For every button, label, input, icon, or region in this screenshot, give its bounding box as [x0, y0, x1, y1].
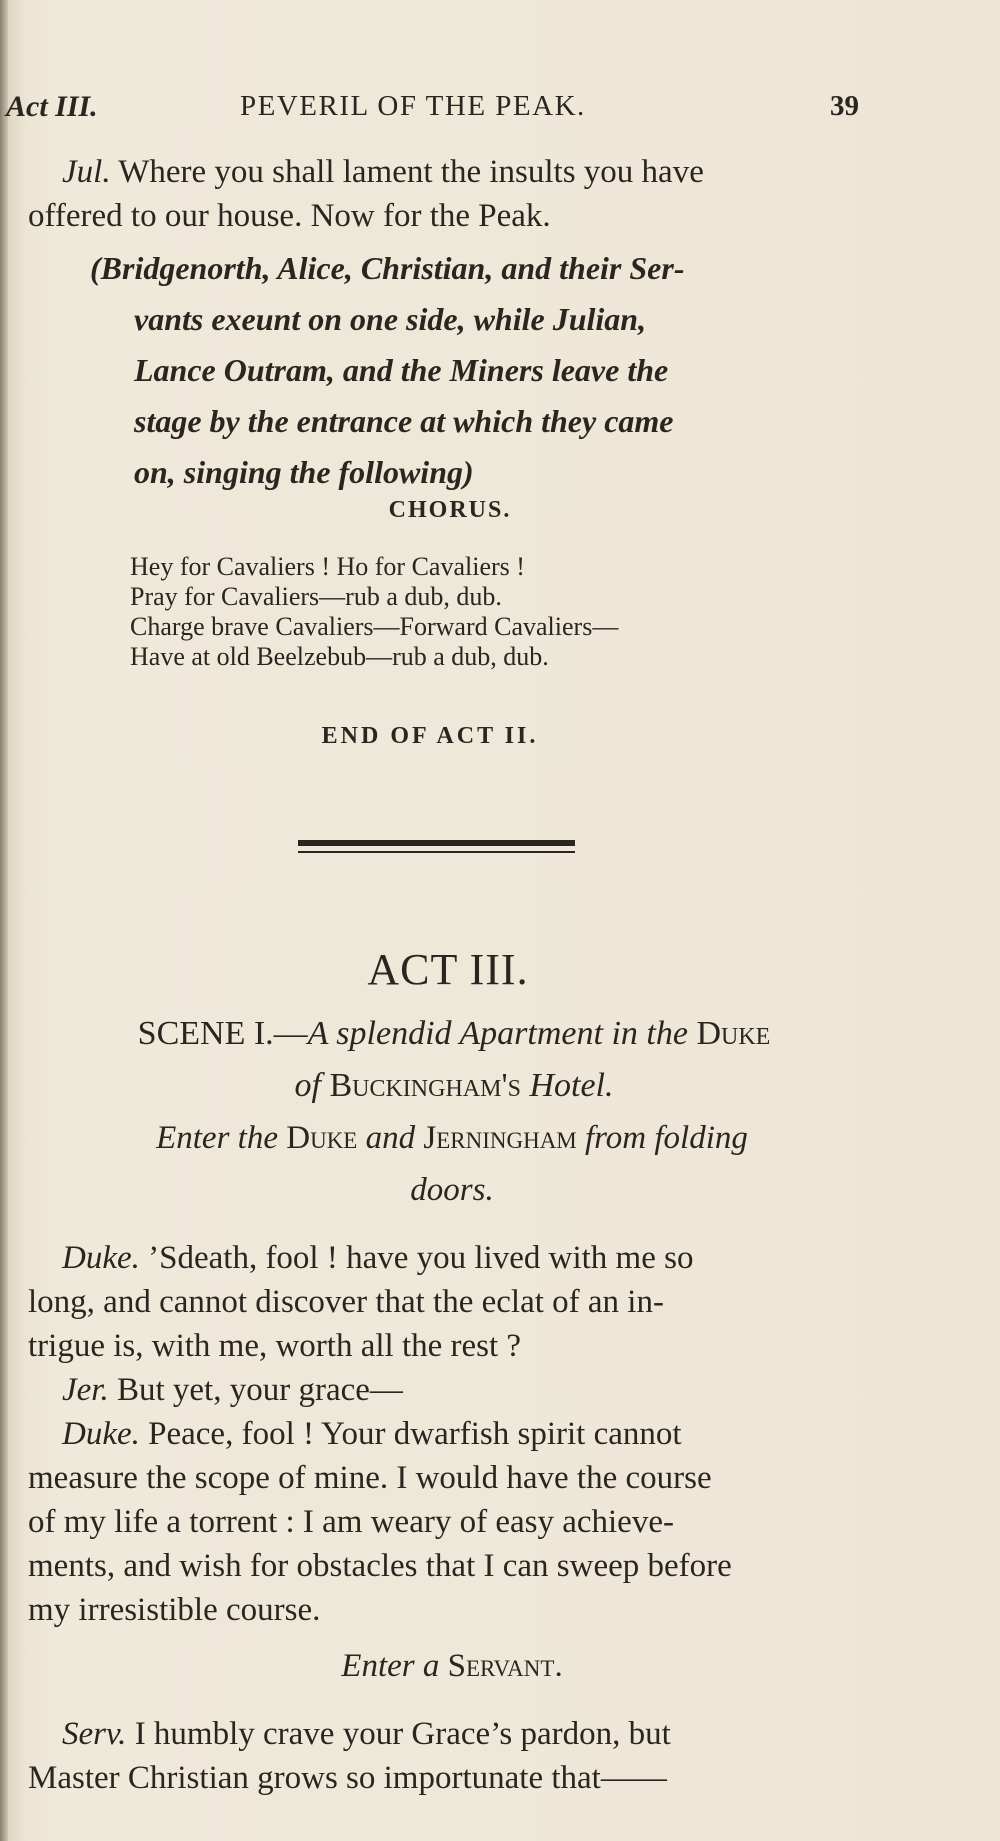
scene-number: SCENE I.— — [137, 1015, 308, 1052]
header-running-title: PEVERIL OF THE PEAK. — [240, 90, 586, 122]
scene-duke: Duke — [696, 1015, 771, 1052]
speaker-name: Jer. — [62, 1372, 109, 1408]
scene-hotel: Hotel. — [529, 1067, 614, 1104]
speech-line — [28, 1368, 888, 1412]
stage-direction-line: (Bridgenorth, Alice, Christian, and their Ser- — [90, 250, 685, 286]
speech-line: Master Christian grows so importunate that—— — [28, 1760, 667, 1796]
speech-line: my irresistible course. — [28, 1592, 321, 1628]
chorus-verse — [130, 552, 830, 672]
scene-description: A splendid Apartment in the — [307, 1015, 688, 1052]
scene-heading — [14, 1008, 894, 1112]
entrance-enter: Enter the — [156, 1120, 278, 1156]
speech-line: measure the scope of mine. I would have the course — [28, 1460, 712, 1496]
running-header — [0, 90, 1000, 140]
scene-heading-line — [14, 1008, 894, 1060]
section-rule-thick — [298, 840, 575, 846]
verse-line: Have at old Beelzebub—rub a dub, dub. — [130, 642, 549, 671]
speech-line — [28, 1412, 888, 1456]
speech-jerningham — [28, 1368, 888, 1412]
scene-buckingham: Buckingham's — [329, 1067, 521, 1104]
entrance-servant: Servant. — [447, 1648, 563, 1684]
speech-text: Peace, fool ! Your dwarfish spirit cannot — [148, 1416, 682, 1452]
speech-line: of my life a torrent : I am weary of easy achieve- — [28, 1504, 674, 1540]
stage-direction-line: vants exeunt on one side, while Julian, — [134, 301, 647, 337]
entrance-direction — [22, 1112, 882, 1216]
scene-heading-line — [14, 1060, 894, 1112]
speech-line: trigue is, with me, worth all the rest ? — [28, 1328, 522, 1364]
speech-line — [28, 1712, 888, 1756]
speech-text: ’Sdeath, fool ! have you lived with me so — [148, 1240, 694, 1276]
entrance-jerningham: Jerningham — [423, 1120, 577, 1156]
entrance-line: doors. — [410, 1172, 494, 1208]
verse-line: Charge brave Cavaliers—Forward Cavaliers— — [130, 612, 619, 641]
speech-text: But yet, your grace— — [116, 1372, 403, 1408]
verse-line: Pray for Cavaliers—rub a dub, dub. — [130, 582, 502, 611]
entrance-enter: Enter a — [341, 1648, 440, 1684]
stage-direction-line: stage by the entrance at which they came — [134, 403, 674, 439]
entrance-and: and — [365, 1120, 416, 1156]
speech-julian — [28, 150, 888, 238]
section-rule-thin — [298, 851, 575, 853]
speaker-name: Duke. — [62, 1416, 140, 1452]
speech-servant — [28, 1712, 888, 1800]
entrance-line — [22, 1640, 882, 1692]
speech-duke-1 — [28, 1236, 888, 1368]
speech-line: ments, and wish for obstacles that I can sweep before — [28, 1548, 732, 1584]
entrance-duke: Duke — [286, 1120, 358, 1156]
verse-line: Hey for Cavaliers ! Ho for Cavaliers ! — [130, 552, 525, 581]
speech-duke-2 — [28, 1412, 888, 1632]
entrance-line — [22, 1112, 882, 1164]
speaker-name: Jul. — [62, 154, 111, 190]
speaker-name: Serv. — [62, 1716, 127, 1752]
speech-line — [28, 1236, 888, 1280]
header-act-label: Act III. — [6, 90, 98, 123]
stage-direction-line: on, singing the following) — [134, 454, 474, 490]
speech-text: I humbly crave your Grace’s pardon, but — [134, 1716, 671, 1752]
speaker-name: Duke. — [62, 1240, 140, 1276]
act-title: ACT III. — [367, 945, 529, 994]
speech-line: long, and cannot discover that the eclat of an in- — [28, 1284, 664, 1320]
speech-text: Where you shall lament the insults you have — [118, 154, 704, 190]
end-of-act-label: END OF ACT II. — [321, 723, 539, 749]
page-number: 39 — [830, 90, 859, 122]
entrance-from: from folding — [585, 1120, 748, 1156]
stage-direction-line: Lance Outram, and the Miners leave the — [134, 352, 669, 388]
scene-of: of — [294, 1067, 321, 1104]
chorus-heading: CHORUS. — [388, 497, 512, 523]
entrance-direction-servant — [22, 1640, 882, 1692]
page-gutter-shadow — [0, 0, 8, 1841]
speech-line — [28, 150, 888, 194]
stage-direction — [90, 243, 880, 498]
speech-line: offered to our house. Now for the Peak. — [28, 198, 551, 234]
